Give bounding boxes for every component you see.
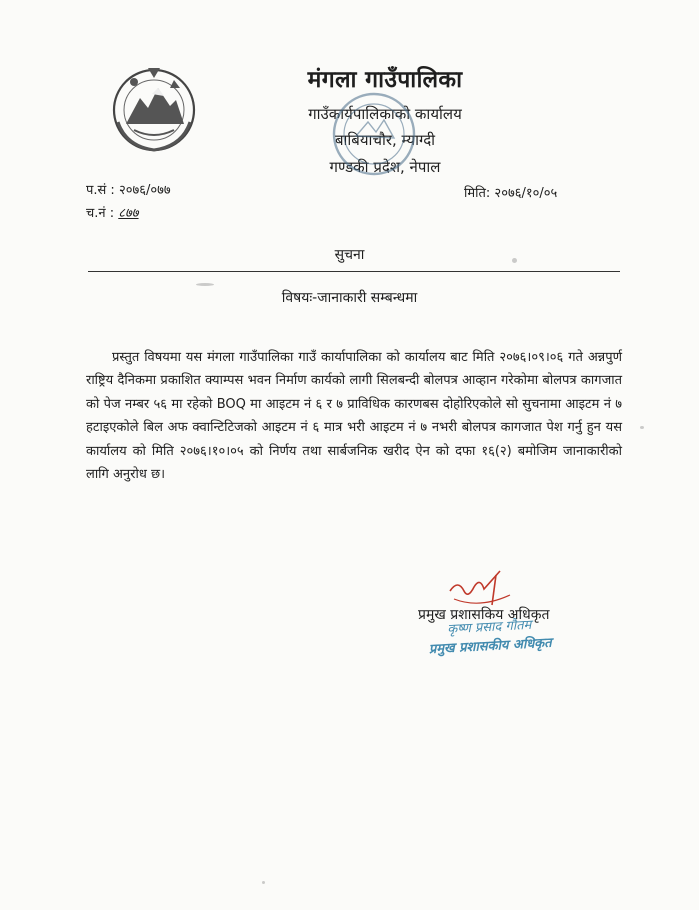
notice-title: सुचना — [334, 247, 365, 263]
reference-number: प.सं : २०७६/०७७ — [86, 183, 171, 198]
office-name: गाउँकार्यपालिकाको कार्यालय — [308, 105, 462, 123]
document-date: मिति: २०७६/१०/०५ — [464, 186, 558, 201]
dispatch-number — [86, 203, 139, 221]
scan-speck — [262, 881, 265, 884]
notice-subject: विषयः-जानाकारी सम्बन्धमा — [281, 290, 418, 306]
office-seal-icon — [326, 86, 422, 182]
scan-speck — [512, 258, 517, 263]
province-country: गण्डकी प्रदेश, नेपाल — [329, 158, 441, 176]
nepal-emblem-icon — [104, 58, 204, 158]
notice-paragraph: प्रस्तुत विषयमा यस मंगला गाउँपालिका गाउँ कार्यापालिका को कार्यालय बाट मिति २०७६।०९।०६ गते अन्नपुर्ण राष्ट्रिय दैनिकमा प्रकाशित क्याम्पस भवन निर्माण कार्यको लागी सिलबन्दी बोलपत्र आव्हान गरेकोमा बोलपत्र कागजात को पेज नम्बर ५६ मा रहेको BOQ मा आइटम नं ६ र ७ प्राविधिक कारणबस दोहोरिएकोले सो सुचनामा आइटम नं ७ हटाइएकोले बिल अफ क्वान्टिटिजको आइटम नं ६ मात्र भरी आइटम नं ७ नभरी बोलपत्र कागजात पेश गर्नु हुन यस कार्यालय को मिति २०७६।१०।०५ को निर्णय तथा सार्बजनिक खरीद ऐन को दफा १६(२) बमोजिम जानाकारीको लागि अनुरोध छ। — [86, 350, 622, 483]
dispatch-label: च.नं : — [86, 206, 115, 221]
dispatch-value: ८७७ — [118, 206, 139, 221]
officer-stamp-title: प्रमुख प्रशासकीय अधिकृत — [428, 635, 553, 658]
notice-body — [86, 346, 622, 486]
office-location: बाबियाचौर, म्याग्दी — [334, 131, 436, 149]
scan-speck — [196, 283, 214, 286]
officer-stamp — [413, 614, 567, 668]
scan-speck — [640, 426, 644, 429]
municipality-name: मंगला गाउँपालिका — [307, 67, 463, 93]
officer-stamp-name: कृष्ण प्रसाद गौतम — [446, 617, 532, 638]
signatory-title: प्रमुख प्रशासकिय अधिकृत — [418, 607, 550, 623]
title-divider — [88, 271, 620, 272]
